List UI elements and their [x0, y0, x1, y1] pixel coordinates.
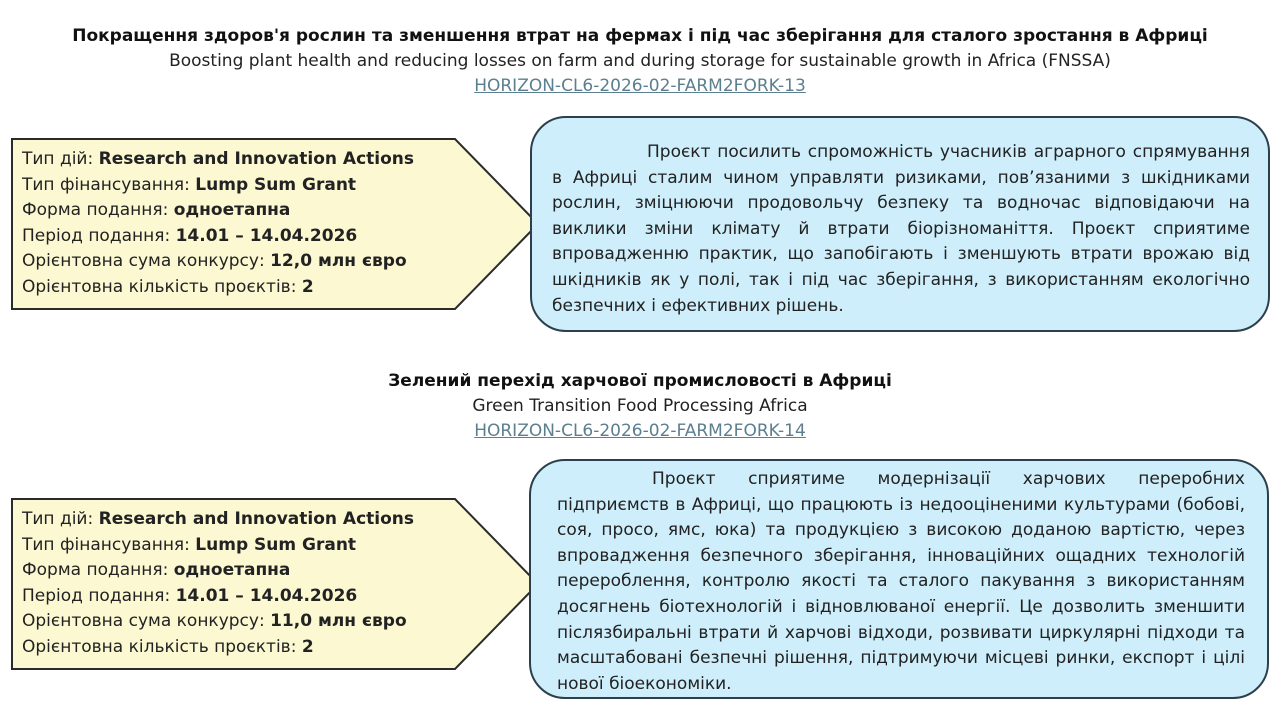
info-budget: Орієнтовна сума конкурсу: 12,0 млн євро: [22, 251, 407, 271]
info-action-type: Тип дій: Research and Innovation Actions: [22, 149, 414, 169]
topic-info-arrow: [10, 137, 550, 312]
info-funding-type: Тип фінансування: Lump Sum Grant: [22, 174, 357, 195]
topic-title-en: Boosting plant health and reducing losses on farm and during storage for sustainable growth in Africa (FNSSA): [169, 51, 1111, 71]
topic-description-box: [530, 116, 1270, 332]
info-funding-type: Тип фінансування: Lump Sum Grant: [22, 534, 357, 555]
info-project-count: Орієнтовна кількість проєктів: 2: [22, 636, 314, 657]
topic-heading: [0, 24, 1280, 99]
topic-info-list: [22, 507, 414, 660]
topic-description: Проєкт посилить спроможність учасників аграрного спрямування в Африці сталим чином управляти ризиками, пов’язаними з шкідниками рослин, зміцнюючи продовольчу безпеку та водночас відповідаючи на виклики зміни клімату й втрати біорізноманіття. Проєкт сприятиме впровадженню практик, що запобігають і зменшують втрати врожаю від шкідників як у полі, так і під час зберігання, з використанням екологічно безпечних і ефективних рішень.: [552, 142, 1250, 316]
topic-info-arrow: [10, 497, 550, 672]
info-budget: Орієнтовна сума конкурсу: 11,0 млн євро: [22, 611, 407, 631]
topic-heading: [0, 369, 1280, 444]
topic-code-link[interactable]: HORIZON-CL6-2026-02-FARM2FORK-14: [474, 421, 806, 441]
info-submission-period: Період подання: 14.01 – 14.04.2026: [22, 225, 358, 246]
info-submission-form: Форма подання: одноетапна: [22, 560, 291, 580]
info-action-type: Тип дій: Research and Innovation Actions: [22, 509, 414, 529]
topic-title-ua: Покращення здоров'я рослин та зменшення втрат на фермах і під час зберігання для сталого зростання в Африці: [72, 26, 1208, 46]
topic-info-list: [22, 147, 414, 300]
topic-description-box: [529, 459, 1269, 699]
topic-title-ua: Зелений перехід харчової промисловості в Африці: [388, 371, 892, 391]
info-submission-form: Форма подання: одноетапна: [22, 200, 291, 220]
topic-description: Проєкт сприятиме модернізації харчових переробних підприємств в Африці, що працюють із недооціненими культурами (бобові, соя, просо, ямс, юка) та продукцією з високою доданою вартістю, через впровадження безпечного зберігання, інноваційних ощадних технологій перероблення, контролю якості та сталого пакування з використанням досягнень біотехнологій і відновлюваної енергії. Це дозволить зменшити післязбиральні втрати й харчові відходи, розвивати циркулярні підходи та масштабовані безпечні рішення, підтримуючи місцеві ринки, експорт і цілі нової біоекономіки.: [557, 469, 1245, 694]
topic-code-link[interactable]: HORIZON-CL6-2026-02-FARM2FORK-13: [474, 76, 806, 96]
topic-title-en: Green Transition Food Processing Africa: [472, 396, 808, 416]
info-submission-period: Період подання: 14.01 – 14.04.2026: [22, 585, 358, 606]
info-project-count: Орієнтовна кількість проєктів: 2: [22, 276, 314, 297]
